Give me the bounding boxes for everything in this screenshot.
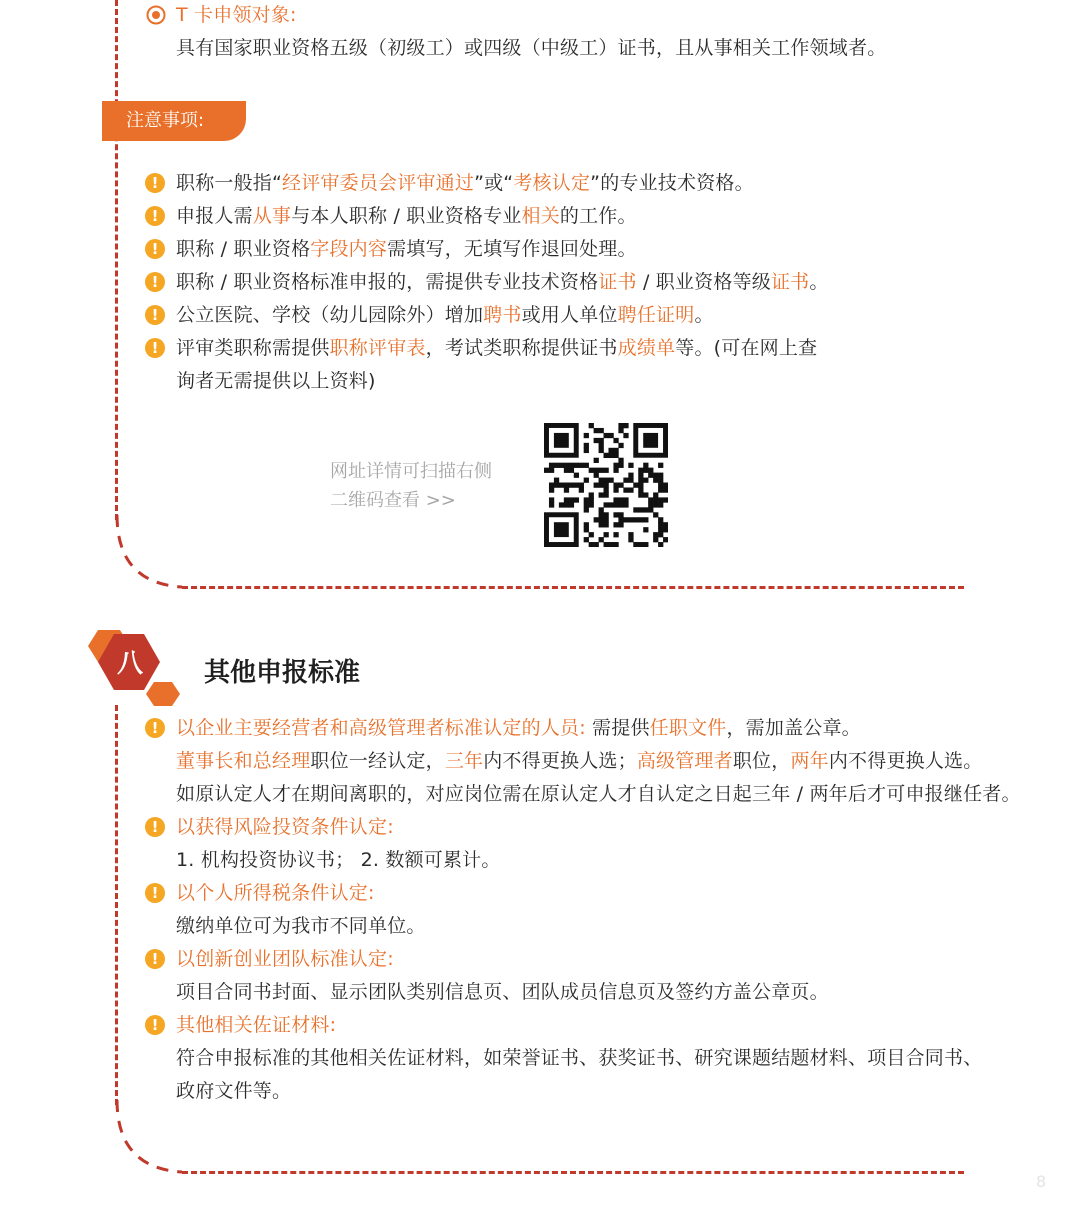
section-item-heading [176, 880, 375, 906]
section-item-line [176, 748, 982, 774]
radio-target-icon [146, 5, 166, 25]
notice-item [176, 269, 829, 295]
text-segment: 职位， [732, 750, 791, 772]
text-segment: 如原认定人才在期间离职的，对应岗位需在原认定人才自认定之日起三年 / 两年后才可申报继任者。 [176, 783, 1021, 805]
text-segment: 等。(可在网上查 [675, 337, 818, 359]
section-title: 其他申报标准 [204, 658, 361, 688]
top-heading: T 卡申领对象: [176, 4, 297, 26]
exclamation-circle-icon: ! [145, 1015, 165, 1035]
highlight-text: 董事长和总经理 [176, 750, 311, 772]
text-segment: 或用人单位 [521, 304, 618, 326]
highlight-text: 其他相关佐证材料: [176, 1014, 337, 1036]
notice-item-6-continued: 询者无需提供以上资料) [176, 370, 376, 392]
section-border-left [115, 705, 118, 1105]
text-segment: 。 [694, 304, 714, 326]
highlight-text: 考核认定 [513, 172, 591, 194]
text-segment: 公立医院、学校（幼儿园除外）增加 [176, 304, 484, 326]
section-item-line [176, 1045, 982, 1071]
exclamation-circle-icon: ! [145, 305, 165, 325]
highlight-text: 字段内容 [310, 238, 388, 260]
text-segment: 职位一经认定， [310, 750, 445, 772]
text-segment: 符合申报标准的其他相关佐证材料，如荣誉证书、获奖证书、研究课题结题材料、项目合同书、 [176, 1047, 983, 1069]
text-segment: 需填写，无填写作退回处理。 [387, 238, 637, 260]
notice-item [176, 170, 754, 196]
section-item-line [176, 781, 1021, 807]
exclamation-circle-icon: ! [145, 173, 165, 193]
section-item-line [176, 847, 501, 873]
highlight-text: 聘书 [483, 304, 522, 326]
text-segment: 缴纳单位可为我市不同单位。 [176, 915, 426, 937]
highlight-text: 高级管理者 [636, 750, 733, 772]
top-border-curve [112, 515, 192, 595]
text-segment: 。 [809, 271, 829, 293]
highlight-text: 相关 [521, 205, 560, 227]
top-body: 具有国家职业资格五级（初级工）或四级（中级工）证书，且从事相关工作领域者。 [176, 37, 887, 59]
text-segment: ”或“ [474, 172, 514, 194]
exclamation-circle-icon: ! [145, 239, 165, 259]
notice-item [176, 302, 714, 328]
section-item-heading [176, 715, 861, 741]
section-item-heading [176, 814, 394, 840]
text-segment: 职称 / 职业资格标准申报的，需提供专业技术资格 [176, 271, 599, 293]
highlight-text: 以企业主要经营者和高级管理者标准认定的人员: [176, 717, 586, 739]
highlight-text: 证书 [598, 271, 637, 293]
text-segment: 内不得更换人选。 [828, 750, 983, 772]
qr-caption-1: 网址详情可扫描右侧 [330, 461, 492, 482]
exclamation-circle-icon: ! [145, 817, 165, 837]
exclamation-circle-icon: ! [145, 949, 165, 969]
section-item-heading [176, 1012, 336, 1038]
section-item-line [176, 913, 426, 939]
text-segment: ，考试类职称提供证书 [425, 337, 618, 359]
section-border-curve [112, 1100, 192, 1180]
section-item-line [176, 1078, 291, 1104]
text-segment: / 职业资格等级 [636, 271, 771, 293]
highlight-text: 任职文件 [649, 717, 727, 739]
highlight-text: 两年 [790, 750, 829, 772]
notice-item [176, 236, 637, 262]
text-segment: 职称 / 职业资格 [176, 238, 311, 260]
text-segment: 的工作。 [559, 205, 637, 227]
text-segment: 需提供 [585, 717, 650, 739]
highlight-text: 聘任证明 [617, 304, 695, 326]
text-segment: 评审类职称需提供 [176, 337, 330, 359]
highlight-text: 以个人所得税条件认定: [176, 882, 375, 904]
highlight-text: 经评审委员会评审通过 [282, 172, 475, 194]
highlight-text: 以创新创业团队标准认定: [176, 948, 394, 970]
page-number: 8 [1036, 1172, 1047, 1191]
section-item-heading [176, 946, 394, 972]
text-segment: 政府文件等。 [176, 1080, 292, 1102]
text-segment: 1. 机构投资协议书； 2. 数额可累计。 [176, 849, 501, 871]
text-segment: 与本人职称 / 职业资格专业 [291, 205, 522, 227]
text-segment: 项目合同书封面、显示团队类别信息页、团队成员信息页及签约方盖公章页。 [176, 981, 829, 1003]
section-border-bottom [182, 1171, 964, 1174]
highlight-text: 职称评审表 [329, 337, 426, 359]
text-segment: ”的专业技术资格。 [590, 172, 754, 194]
highlight-text: 证书 [770, 271, 810, 293]
text-segment: ，需加盖公章。 [726, 717, 861, 739]
qr-caption-2: 二维码查看 >> [330, 490, 456, 511]
exclamation-circle-icon: ! [145, 338, 165, 358]
notice-tab: 注意事项: [102, 101, 246, 141]
highlight-text: 从事 [252, 205, 292, 227]
notice-item [176, 203, 637, 229]
highlight-text: 三年 [444, 750, 484, 772]
top-border-bottom [182, 586, 964, 589]
section-badge-label: 八 [116, 649, 143, 679]
section-item-line [176, 979, 829, 1005]
text-segment: 职称一般指“ [176, 172, 283, 194]
highlight-text: 成绩单 [617, 337, 676, 359]
top-border-left [115, 0, 118, 520]
exclamation-circle-icon: ! [145, 272, 165, 292]
highlight-text: 以获得风险投资条件认定: [176, 816, 394, 838]
notice-item [176, 335, 817, 361]
exclamation-circle-icon: ! [145, 718, 165, 738]
text-segment: 内不得更换人选； [483, 750, 637, 772]
exclamation-circle-icon: ! [145, 883, 165, 903]
exclamation-circle-icon: ! [145, 206, 165, 226]
qr-code-icon[interactable] [544, 423, 668, 547]
text-segment: 申报人需 [176, 205, 253, 227]
